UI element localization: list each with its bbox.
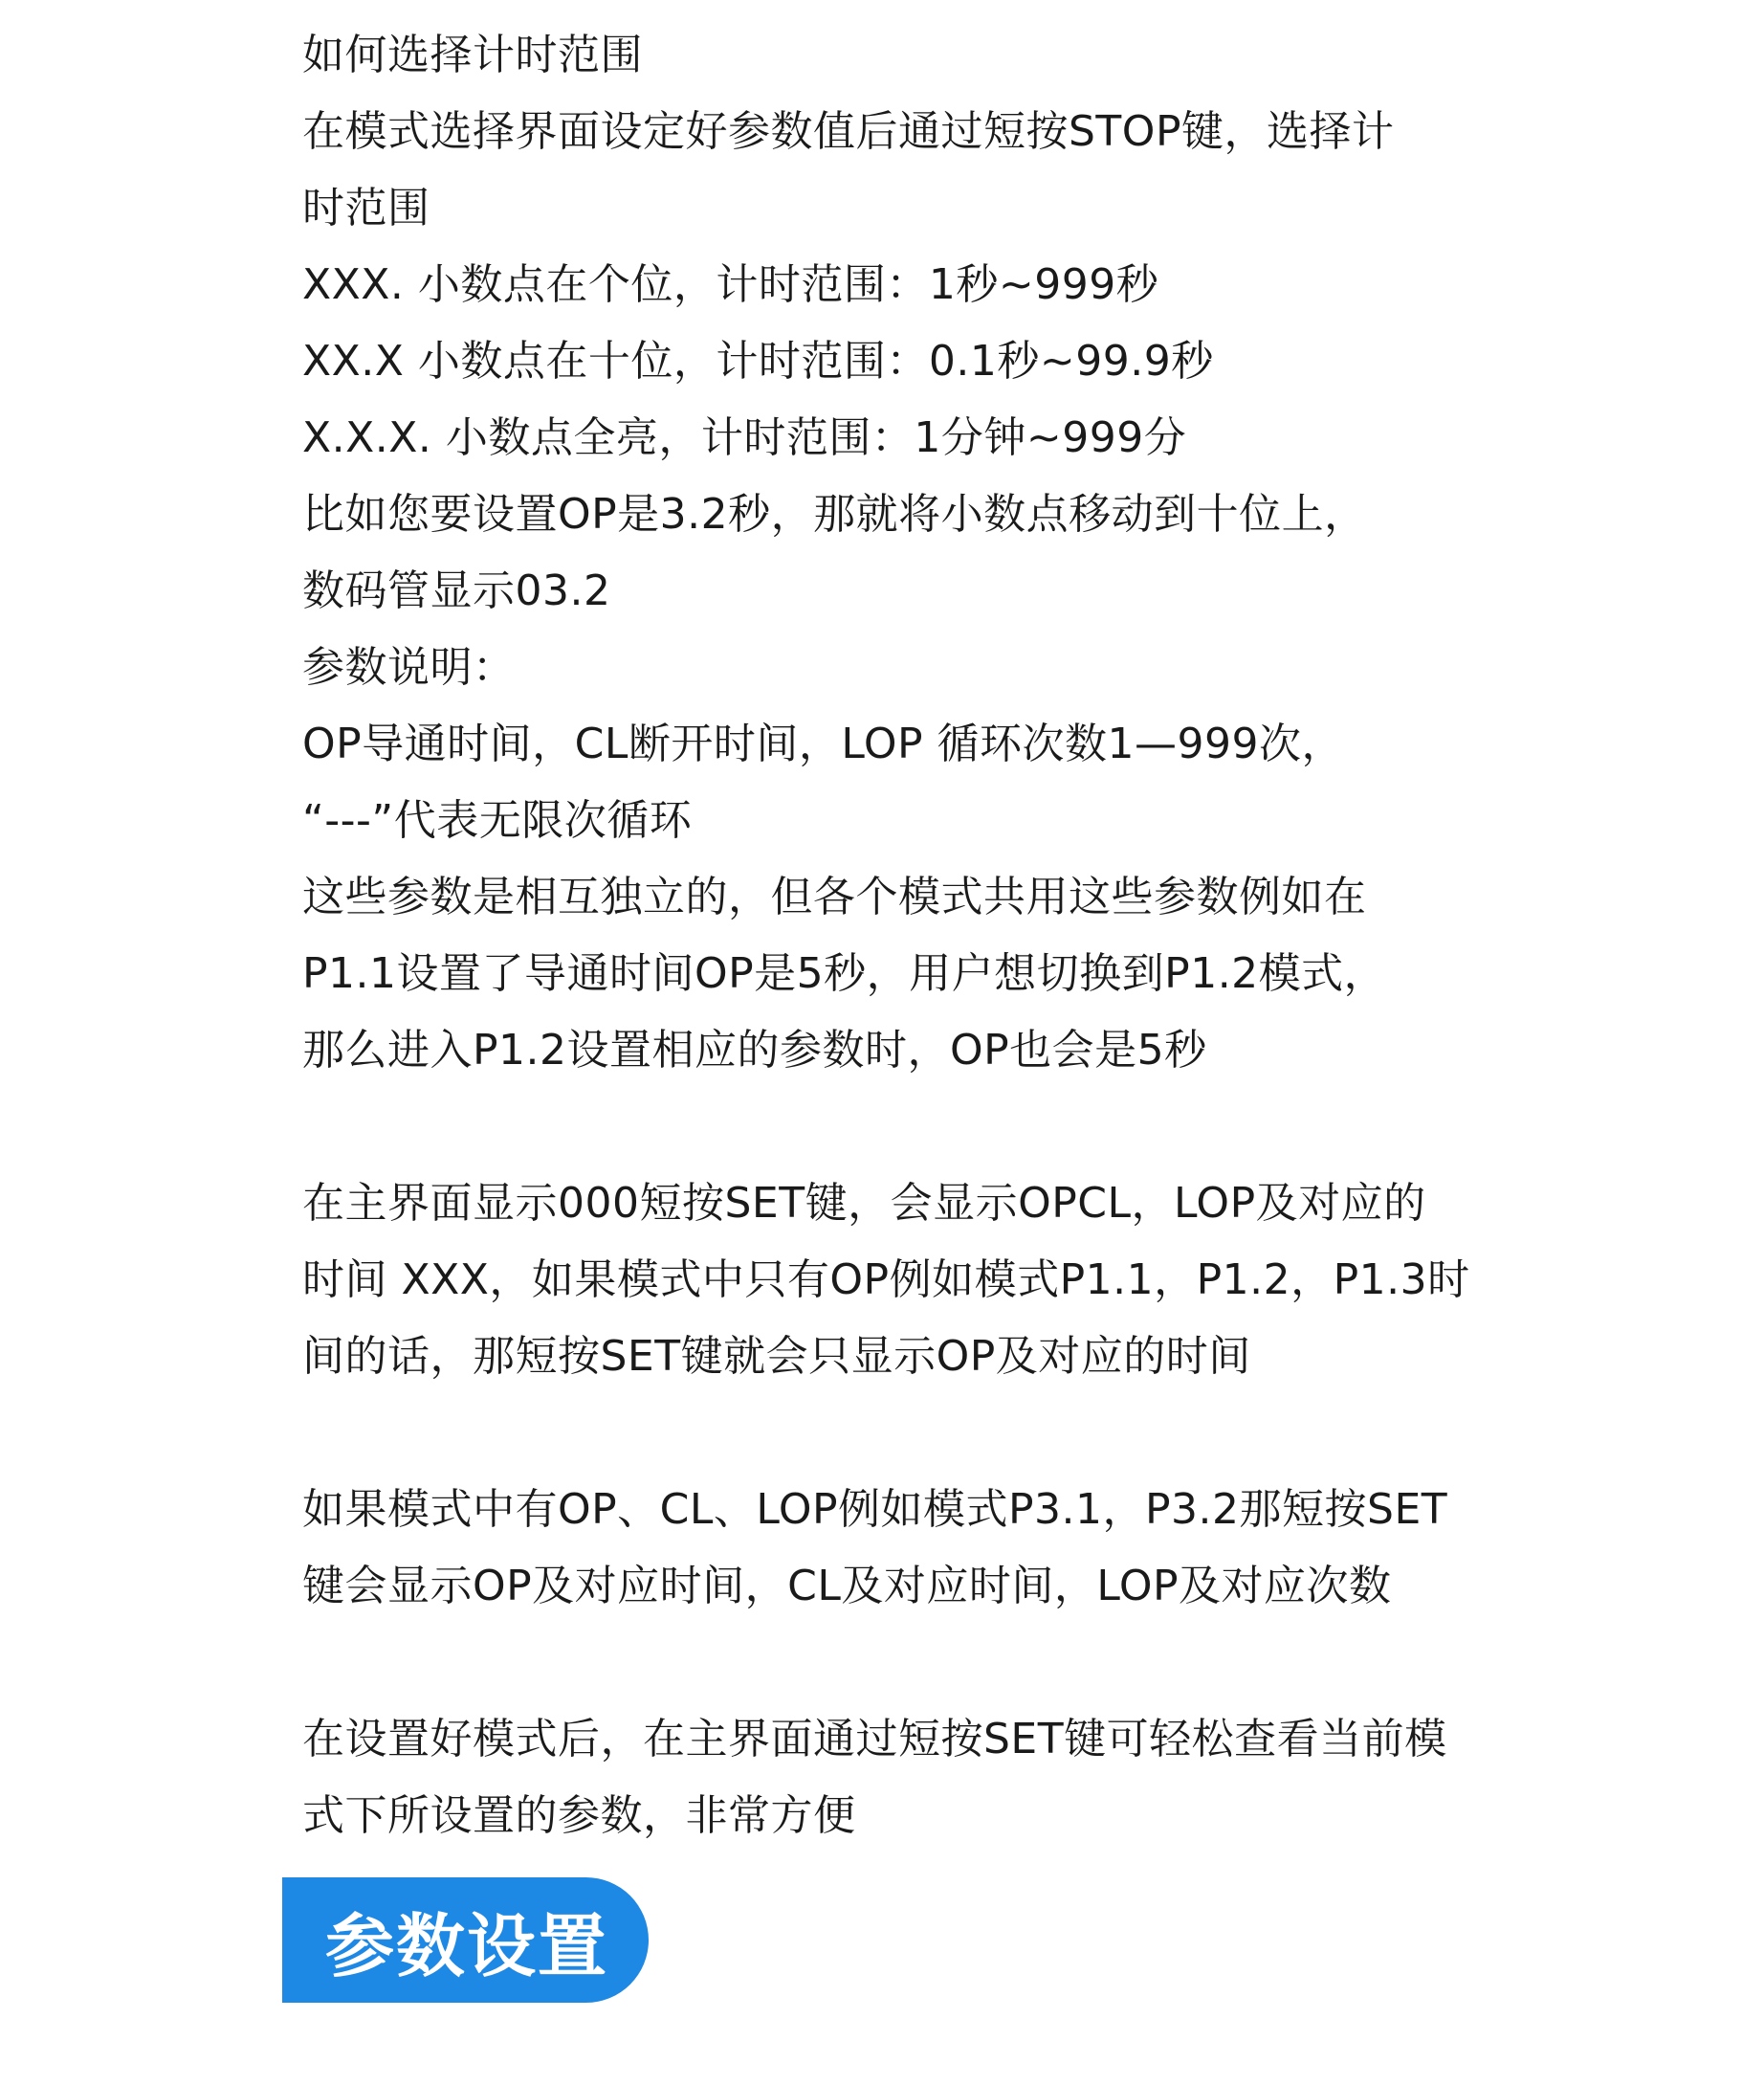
- text-line: “---”代表无限次循环: [302, 796, 693, 845]
- text-line: XXX. 小数点在个位，计时范围：1秒~999秒: [302, 260, 1159, 309]
- text-line: 在设置好模式后，在主界面通过短按SET键可轻松查看当前模: [302, 1715, 1447, 1763]
- text-line: X.X.X. 小数点全亮，计时范围：1分钟~999分: [302, 413, 1187, 462]
- section-header-label: 参数设置: [325, 1905, 609, 1986]
- paragraph-spacer: [302, 1395, 1508, 1472]
- document-body: [302, 17, 1508, 1854]
- text-line: 如何选择计时范围: [302, 31, 643, 79]
- text-line: 式下所设置的参数，非常方便: [302, 1791, 856, 1840]
- paragraph-spacer: [302, 1089, 1508, 1165]
- text-line: 那么进入P1.2设置相应的参数时，OP也会是5秒: [302, 1026, 1207, 1075]
- paragraph-set-key-display: [302, 1165, 1508, 1395]
- paragraph-timing-range: [302, 17, 1508, 1089]
- text-line: 这些参数是相互独立的，但各个模式共用这些参数例如在: [302, 873, 1367, 921]
- text-line: 在模式选择界面设定好参数值后通过短按STOP键，选择计: [302, 107, 1395, 156]
- section-header-badge: [282, 1877, 649, 2003]
- text-line: 比如您要设置OP是3.2秒，那就将小数点移动到十位上，: [302, 490, 1367, 539]
- text-line: P1.1设置了导通时间OP是5秒，用户想切换到P1.2模式，: [302, 949, 1387, 998]
- paragraph-op-cl-lop: [302, 1472, 1508, 1625]
- text-line: 键会显示OP及对应时间，CL及对应时间，LOP及对应次数: [302, 1562, 1392, 1610]
- text-line: 时范围: [302, 184, 430, 233]
- text-line: 间的话，那短按SET键就会只显示OP及对应的时间: [302, 1332, 1251, 1381]
- text-line: 时间 XXX，如果模式中只有OP例如模式P1.1，P1.2，P1.3时: [302, 1255, 1470, 1304]
- text-line: 参数说明：: [302, 643, 516, 692]
- text-line: 在主界面显示000短按SET键，会显示OPCL，LOP及对应的: [302, 1179, 1426, 1228]
- text-line: XX.X 小数点在十位，计时范围：0.1秒~99.9秒: [302, 337, 1214, 386]
- text-line: 数码管显示03.2: [302, 566, 611, 615]
- text-line: 如果模式中有OP、CL、LOP例如模式P3.1，P3.2那短按SET: [302, 1485, 1448, 1534]
- text-line: OP导通时间，CL断开时间，LOP 循环次数1—999次，: [302, 720, 1344, 768]
- paragraph-view-parameters: [302, 1701, 1508, 1854]
- paragraph-spacer: [302, 1625, 1508, 1701]
